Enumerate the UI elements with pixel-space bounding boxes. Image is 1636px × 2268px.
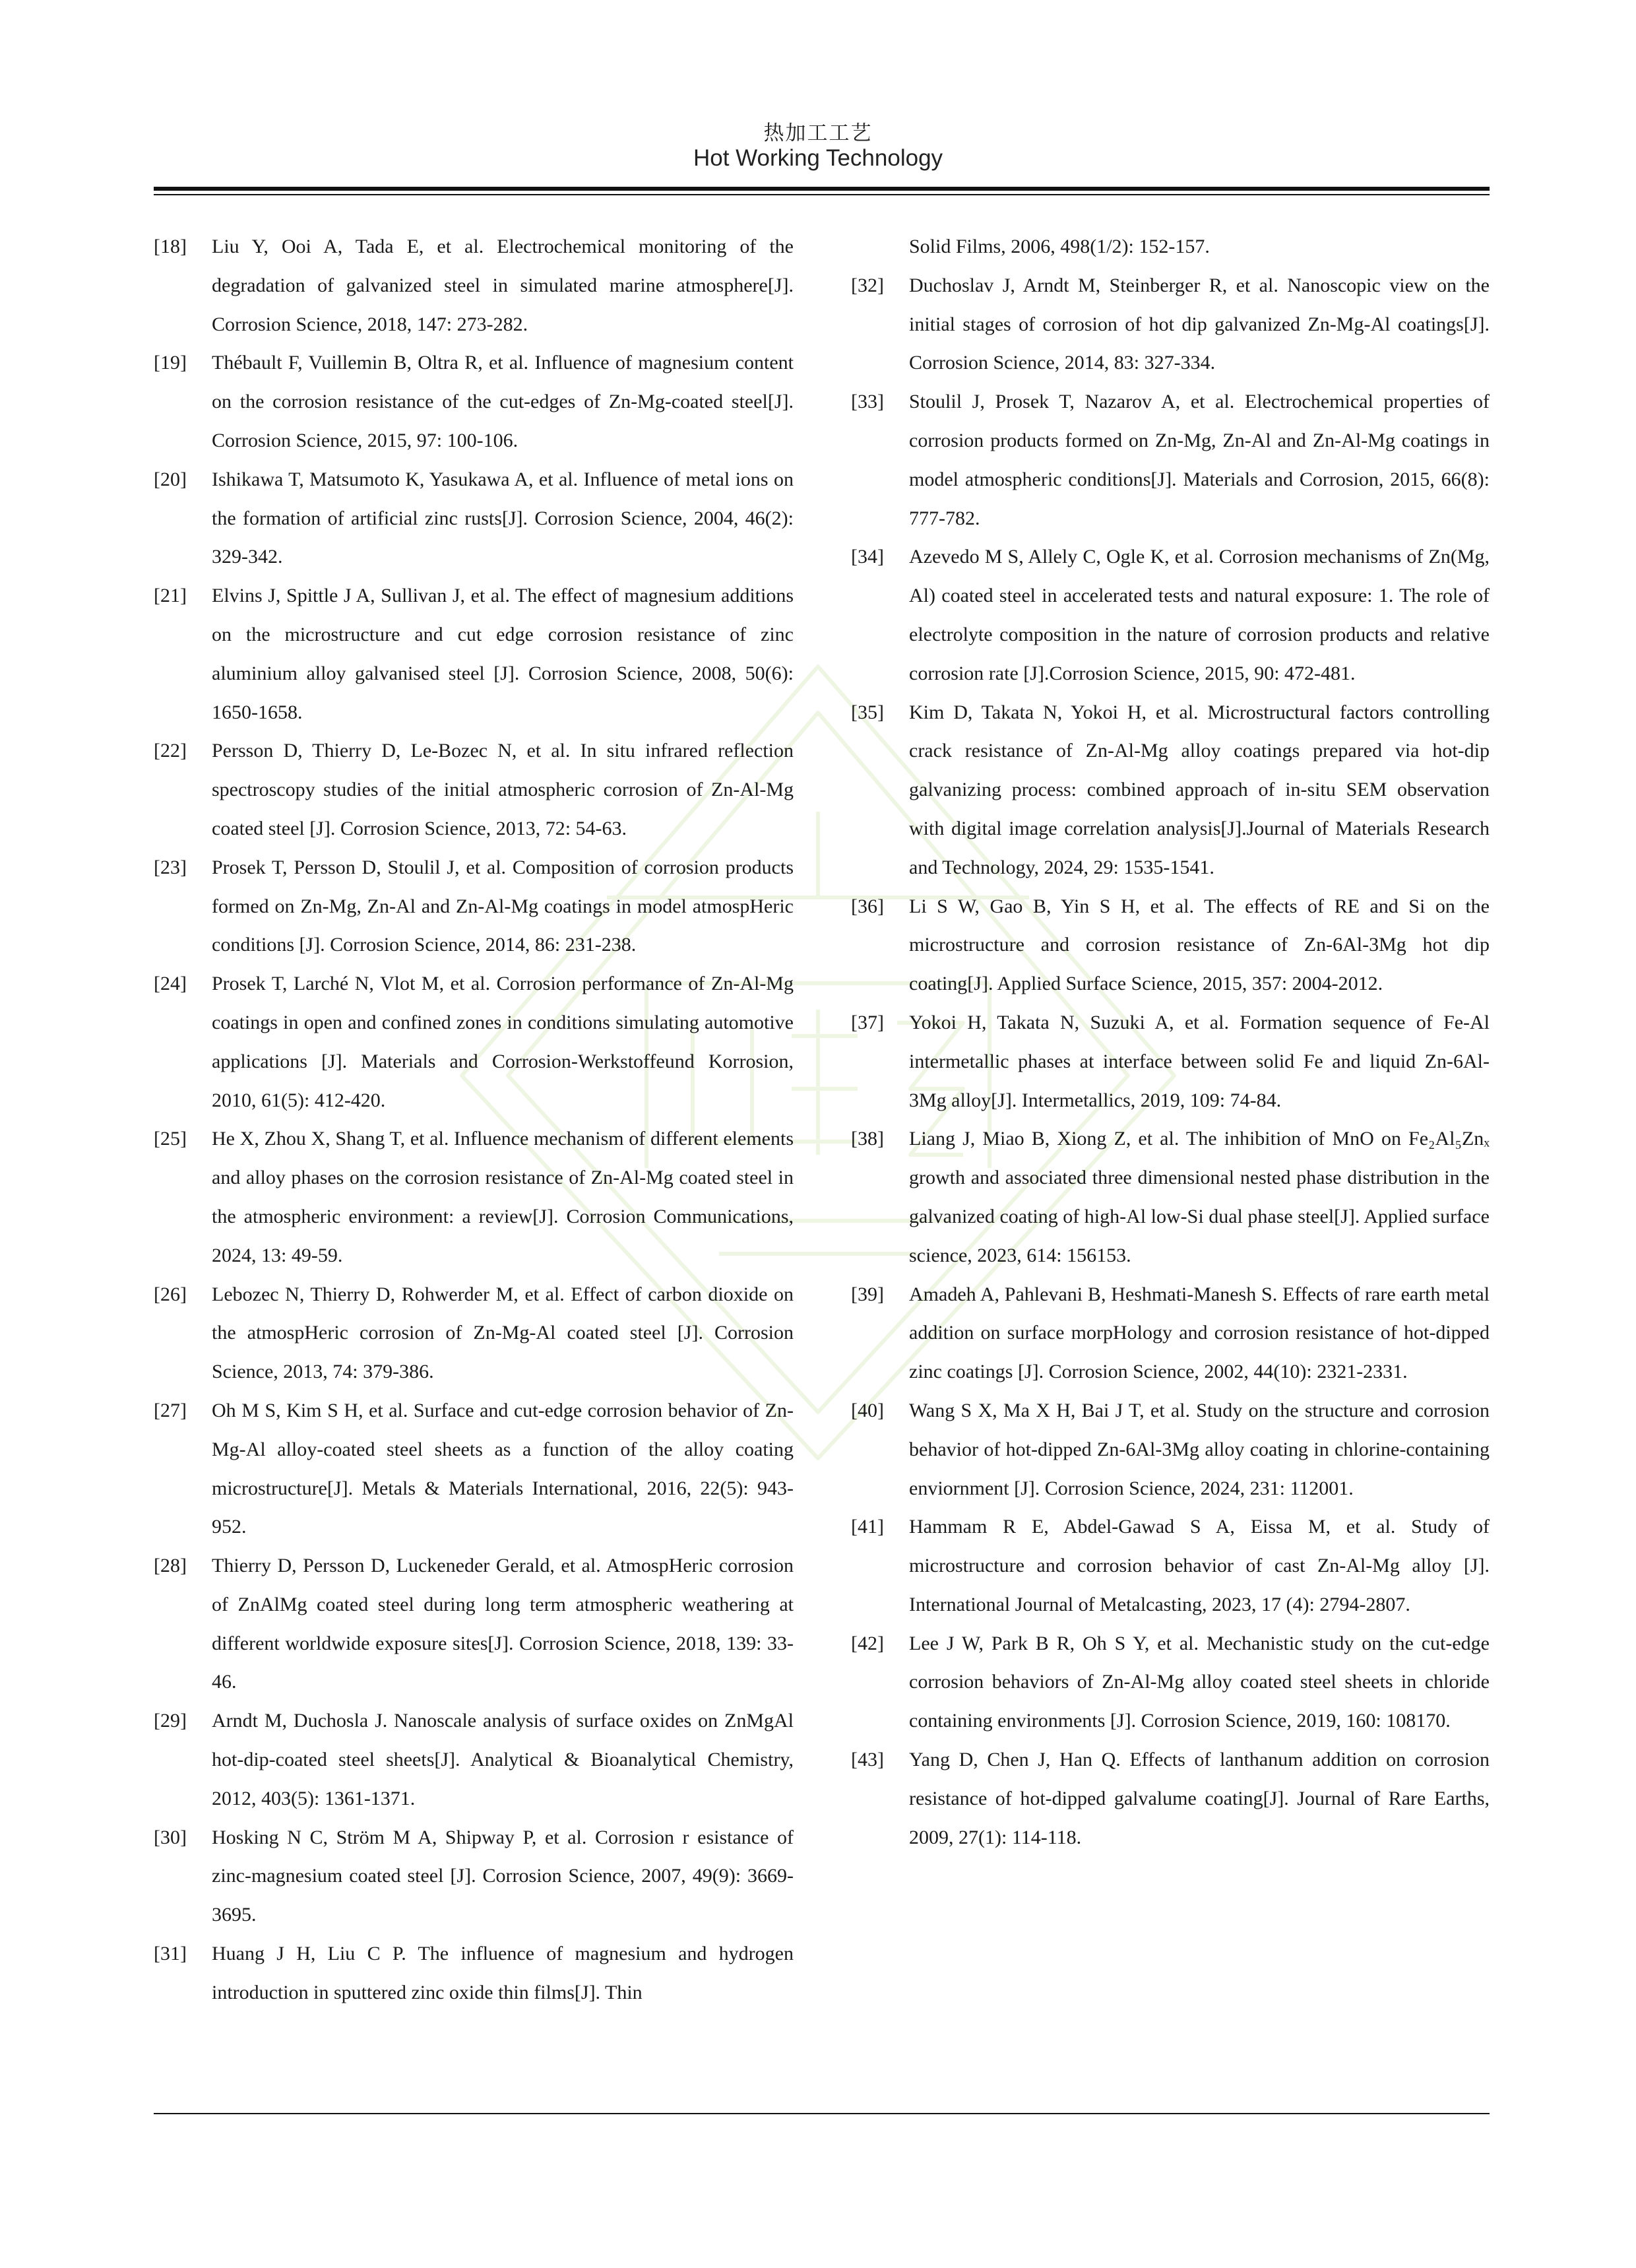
reference-text: Huang J H, Liu C P. The influence of magnesium and hydrogen introduction in sputtered zinc oxide thin films[J]. Thin	[212, 1943, 794, 2003]
reference-42	[851, 1625, 1490, 1741]
reference-18	[154, 228, 794, 344]
reference-number: [41]	[851, 1516, 884, 1538]
reference-text: Ishikawa T, Matsumoto K, Yasukawa A, et al. Influence of metal ions on the formation of artificial zinc rusts[J]. Corrosion Science, 2004, 46(2): 329-342.	[212, 468, 794, 568]
footer-rule	[154, 2113, 1490, 2114]
reference-33	[851, 383, 1490, 538]
reference-number: [43]	[851, 1749, 884, 1771]
reference-number: [34]	[851, 546, 884, 568]
reference-number: [36]	[851, 895, 884, 917]
reference-31	[154, 1935, 794, 2013]
reference-text: Wang S X, Ma X H, Bai J T, et al. Study on the structure and corrosion behavior of hot-dipped Zn-6Al-3Mg alloy coating in chlorine-containing enviornment [J]. Corrosion Science, 2024, 231: 112001.	[909, 1399, 1490, 1499]
reference-23	[154, 849, 794, 965]
reference-number: [42]	[851, 1632, 884, 1654]
reference-text: Arndt M, Duchosla J. Nanoscale analysis of surface oxides on ZnMgAl hot-dip-coated steel sheets[J]. Analytical & Bioanalytical Chemistry, 2012, 403(5): 1361-1371.	[212, 1710, 794, 1809]
reference-19	[154, 344, 794, 460]
reference-30	[154, 1819, 794, 1935]
reference-number: [33]	[851, 391, 884, 413]
reference-32	[851, 267, 1490, 383]
reference-34	[851, 538, 1490, 693]
reference-text: Lee J W, Park B R, Oh S Y, et al. Mechanistic study on the cut-edge corrosion behaviors of Zn-Al-Mg alloy coated steel sheets in chloride containing environments [J]. Corrosion Science, 2019, 160: 108170.	[909, 1632, 1490, 1732]
reference-number: [38]	[851, 1128, 884, 1150]
reference-27	[154, 1392, 794, 1547]
reference-text: Prosek T, Persson D, Stoulil J, et al. Composition of corrosion products formed on Zn-Mg, Zn-Al and Zn-Al-Mg coatings in model atmospHeric conditions [J]. Corrosion Science, 2014, 86: 231-238.	[212, 856, 794, 956]
reference-39	[851, 1276, 1490, 1392]
reference-text: Kim D, Takata N, Yokoi H, et al. Microstructural factors controlling crack resistance of Zn-Al-Mg alloy coatings prepared via hot-dip galvanizing process: combined approach of in-situ SEM observation with digital image correlation analysis[J].Journal of Materials Research and Technology, 2024, 29: 1535-1541.	[909, 701, 1490, 878]
reference-number: [28]	[154, 1555, 187, 1577]
reference-text: Azevedo M S, Allely C, Ogle K, et al. Corrosion mechanisms of Zn(Mg, Al) coated steel in accelerated tests and natural exposure: 1. The role of electrolyte composition in the nature of corrosion products and relative corrosion rate [J].Corrosion Science, 2015, 90: 472-481.	[909, 546, 1490, 684]
reference-number: [18]	[154, 236, 187, 257]
reference-36	[851, 888, 1490, 1004]
reference-text: Liu Y, Ooi A, Tada E, et al. Electrochemical monitoring of the degradation of galvanized steel in simulated marine atmosphere[J]. Corrosion Science, 2018, 147: 273-282.	[212, 236, 794, 335]
reference-number: [30]	[154, 1826, 187, 1848]
references-right-column	[851, 228, 1490, 1857]
reference-text: Amadeh A, Pahlevani B, Heshmati-Manesh S. Effects of rare earth metal addition on surface morpHology and corrosion resistance of hot-dipped zinc coatings [J]. Corrosion Science, 2002, 44(10): 2321-2331.	[909, 1283, 1490, 1383]
reference-text: Oh M S, Kim S H, et al. Surface and cut-edge corrosion behavior of Zn-Mg-Al alloy-coated steel sheets as a function of the alloy coating microstructure[J]. Metals & Materials International, 2016, 22(5): 943-952.	[212, 1399, 794, 1538]
reference-number: [24]	[154, 973, 187, 995]
reference-text: Duchoslav J, Arndt M, Steinberger R, et al. Nanoscopic view on the initial stages of corrosion of hot dip galvanized Zn-Mg-Al coatings[J]. Corrosion Science, 2014, 83: 327-334.	[909, 274, 1490, 374]
reference-text: Lebozec N, Thierry D, Rohwerder M, et al. Effect of carbon dioxide on the atmospHeric corrosion of Zn-Mg-Al coated steel [J]. Corrosion Science, 2013, 74: 379-386.	[212, 1283, 794, 1383]
reference-text: Persson D, Thierry D, Le-Bozec N, et al. In situ infrared reflection spectroscopy studies of the initial atmospheric corrosion of Zn-Al-Mg coated steel [J]. Corrosion Science, 2013, 72: 54-63.	[212, 740, 794, 839]
reference-text: Stoulil J, Prosek T, Nazarov A, et al. Electrochemical properties of corrosion products formed on Zn-Mg, Zn-Al and Zn-Al-Mg coatings in model atmospheric conditions[J]. Materials and Corrosion, 2015, 66(8): 777-782.	[909, 391, 1490, 529]
reference-35	[851, 694, 1490, 888]
reference-29	[154, 1702, 794, 1818]
header-rule-thin	[154, 194, 1490, 195]
reference-number: [26]	[154, 1283, 187, 1305]
reference-number: [19]	[154, 352, 187, 374]
reference-25	[154, 1120, 794, 1275]
header-rule-thick	[154, 187, 1490, 191]
reference-number: [29]	[154, 1710, 187, 1732]
reference-number: [21]	[154, 585, 187, 607]
reference-text: Yokoi H, Takata N, Suzuki A, et al. Formation sequence of Fe-Al intermetallic phases at interface between solid Fe and liquid Zn-6Al-3Mg alloy[J]. Intermetallics, 2019, 109: 74-84.	[909, 1011, 1490, 1111]
reference-text: Liang J, Miao B, Xiong Z, et al. The inhibition of MnO on Fe₂Al₅Znₓ growth and associated three dimensional nested phase distribution in the galvanized coating of high-Al low-Si dual phase steel[J]. Applied surface science, 2023, 614: 156153.	[909, 1128, 1490, 1266]
reference-number: [27]	[154, 1399, 187, 1421]
reference-number: [20]	[154, 468, 187, 490]
reference-43	[851, 1741, 1490, 1857]
reference-26	[154, 1276, 794, 1392]
reference-number: [39]	[851, 1283, 884, 1305]
reference-21	[154, 577, 794, 732]
reference-24	[154, 965, 794, 1120]
reference-text: Hammam R E, Abdel-Gawad S A, Eissa M, et al. Study of microstructure and corrosion behavior of cast Zn-Al-Mg alloy [J]. International Journal of Metalcasting, 2023, 17 (4): 2794-2807.	[909, 1516, 1490, 1615]
reference-40	[851, 1392, 1490, 1508]
reference-41	[851, 1508, 1490, 1624]
reference-number: [22]	[154, 740, 187, 762]
reference-number: [35]	[851, 701, 884, 723]
reference-text: Prosek T, Larché N, Vlot M, et al. Corrosion performance of Zn-Al-Mg coatings in open and confined zones in conditions simulating automotive applications [J]. Materials and Corrosion-Werkstoffeund Korrosion, 2010, 61(5): 412-420.	[212, 973, 794, 1111]
journal-title-cn: 热加工工艺	[763, 121, 873, 145]
journal-title-en: Hot Working Technology	[693, 145, 943, 171]
reference-text: Hosking N C, Ström M A, Shipway P, et al. Corrosion r esistance of zinc-magnesium coated steel [J]. Corrosion Science, 2007, 49(9): 3669-3695.	[212, 1826, 794, 1926]
reference-number: [23]	[154, 856, 187, 878]
reference-text: Thierry D, Persson D, Luckeneder Gerald, et al. AtmospHeric corrosion of ZnAlMg coated steel during long term atmospheric weathering at different worldwide exposure sites[J]. Corrosion Science, 2018, 139: 33-46.	[212, 1555, 794, 1693]
reference-text: He X, Zhou X, Shang T, et al. Influence mechanism of different elements and alloy phases on the corrosion resistance of Zn-Al-Mg coated steel in the atmospheric environment: a review[J]. Corrosion Communications, 2024, 13: 49-59.	[212, 1128, 794, 1266]
reference-31-continuation: Solid Films, 2006, 498(1/2): 152-157.	[909, 236, 1210, 257]
reference-28	[154, 1547, 794, 1702]
reference-20	[154, 461, 794, 577]
reference-text: Elvins J, Spittle J A, Sullivan J, et al. The effect of magnesium additions on the microstructure and cut edge corrosion resistance of zinc aluminium alloy galvanised steel [J]. Corrosion Science, 2008, 50(6): 1650-1658.	[212, 585, 794, 723]
reference-text: Li S W, Gao B, Yin S H, et al. The effects of RE and Si on the microstructure and corrosion resistance of Zn-6Al-3Mg hot dip coating[J]. Applied Surface Science, 2015, 357: 2004-2012.	[909, 895, 1490, 995]
reference-number: [40]	[851, 1399, 884, 1421]
reference-38	[851, 1120, 1490, 1275]
reference-text: Thébault F, Vuillemin B, Oltra R, et al. Influence of magnesium content on the corrosion resistance of the cut-edges of Zn-Mg-coated steel[J]. Corrosion Science, 2015, 97: 100-106.	[212, 352, 794, 451]
references-left-column	[154, 228, 794, 2013]
reference-37	[851, 1004, 1490, 1120]
reference-number: [25]	[154, 1128, 187, 1150]
reference-22	[154, 732, 794, 848]
reference-text: Yang D, Chen J, Han Q. Effects of lanthanum addition on corrosion resistance of hot-dipped galvalume coating[J]. Journal of Rare Earths, 2009, 27(1): 114-118.	[909, 1749, 1490, 1848]
reference-number: [32]	[851, 274, 884, 296]
reference-number: [31]	[154, 1943, 187, 1965]
reference-number: [37]	[851, 1011, 884, 1033]
